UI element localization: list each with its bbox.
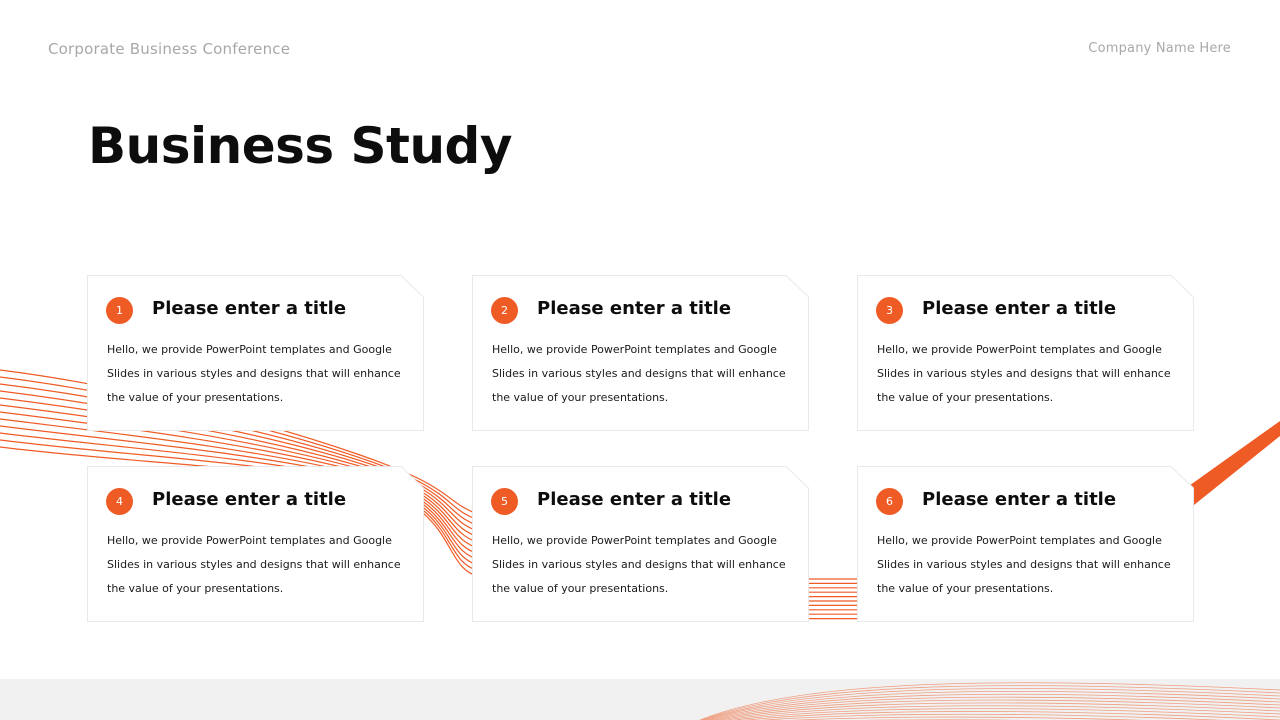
card-5 bbox=[472, 466, 809, 622]
card-4 bbox=[87, 466, 424, 622]
card-number-badge: 1 bbox=[106, 297, 133, 324]
footer-band bbox=[0, 679, 1280, 720]
card-body: Hello, we provide PowerPoint templates and Google Slides in various styles and designs that will enhance the value of your presentations. bbox=[877, 534, 1171, 595]
company-name: Company Name Here bbox=[1088, 41, 1231, 56]
card-number-badge: 2 bbox=[491, 297, 518, 324]
page-title: Business Study bbox=[88, 117, 512, 175]
card-title: Please enter a title bbox=[152, 298, 347, 319]
conference-name: Corporate Business Conference bbox=[48, 40, 291, 58]
card-body: Hello, we provide PowerPoint templates and Google Slides in various styles and designs that will enhance the value of your presentations. bbox=[107, 343, 401, 404]
card-2 bbox=[472, 275, 809, 431]
card-body: Hello, we provide PowerPoint templates and Google Slides in various styles and designs that will enhance the value of your presentations. bbox=[877, 343, 1171, 404]
card-number-badge: 6 bbox=[876, 488, 903, 515]
card-3 bbox=[857, 275, 1194, 431]
card-body: Hello, we provide PowerPoint templates and Google Slides in various styles and designs that will enhance the value of your presentations. bbox=[492, 534, 786, 595]
card-number-badge: 4 bbox=[106, 488, 133, 515]
card-1 bbox=[87, 275, 424, 431]
card-title: Please enter a title bbox=[922, 298, 1117, 319]
ribbon-accent bbox=[1186, 421, 1280, 505]
card-title: Please enter a title bbox=[537, 489, 732, 510]
card-number-badge: 3 bbox=[876, 297, 903, 324]
card-body: Hello, we provide PowerPoint templates and Google Slides in various styles and designs that will enhance the value of your presentations. bbox=[107, 534, 401, 595]
card-6 bbox=[857, 466, 1194, 622]
card-title: Please enter a title bbox=[922, 489, 1117, 510]
card-title: Please enter a title bbox=[152, 489, 347, 510]
card-number-badge: 5 bbox=[491, 488, 518, 515]
card-title: Please enter a title bbox=[537, 298, 732, 319]
card-body: Hello, we provide PowerPoint templates and Google Slides in various styles and designs that will enhance the value of your presentations. bbox=[492, 343, 786, 404]
